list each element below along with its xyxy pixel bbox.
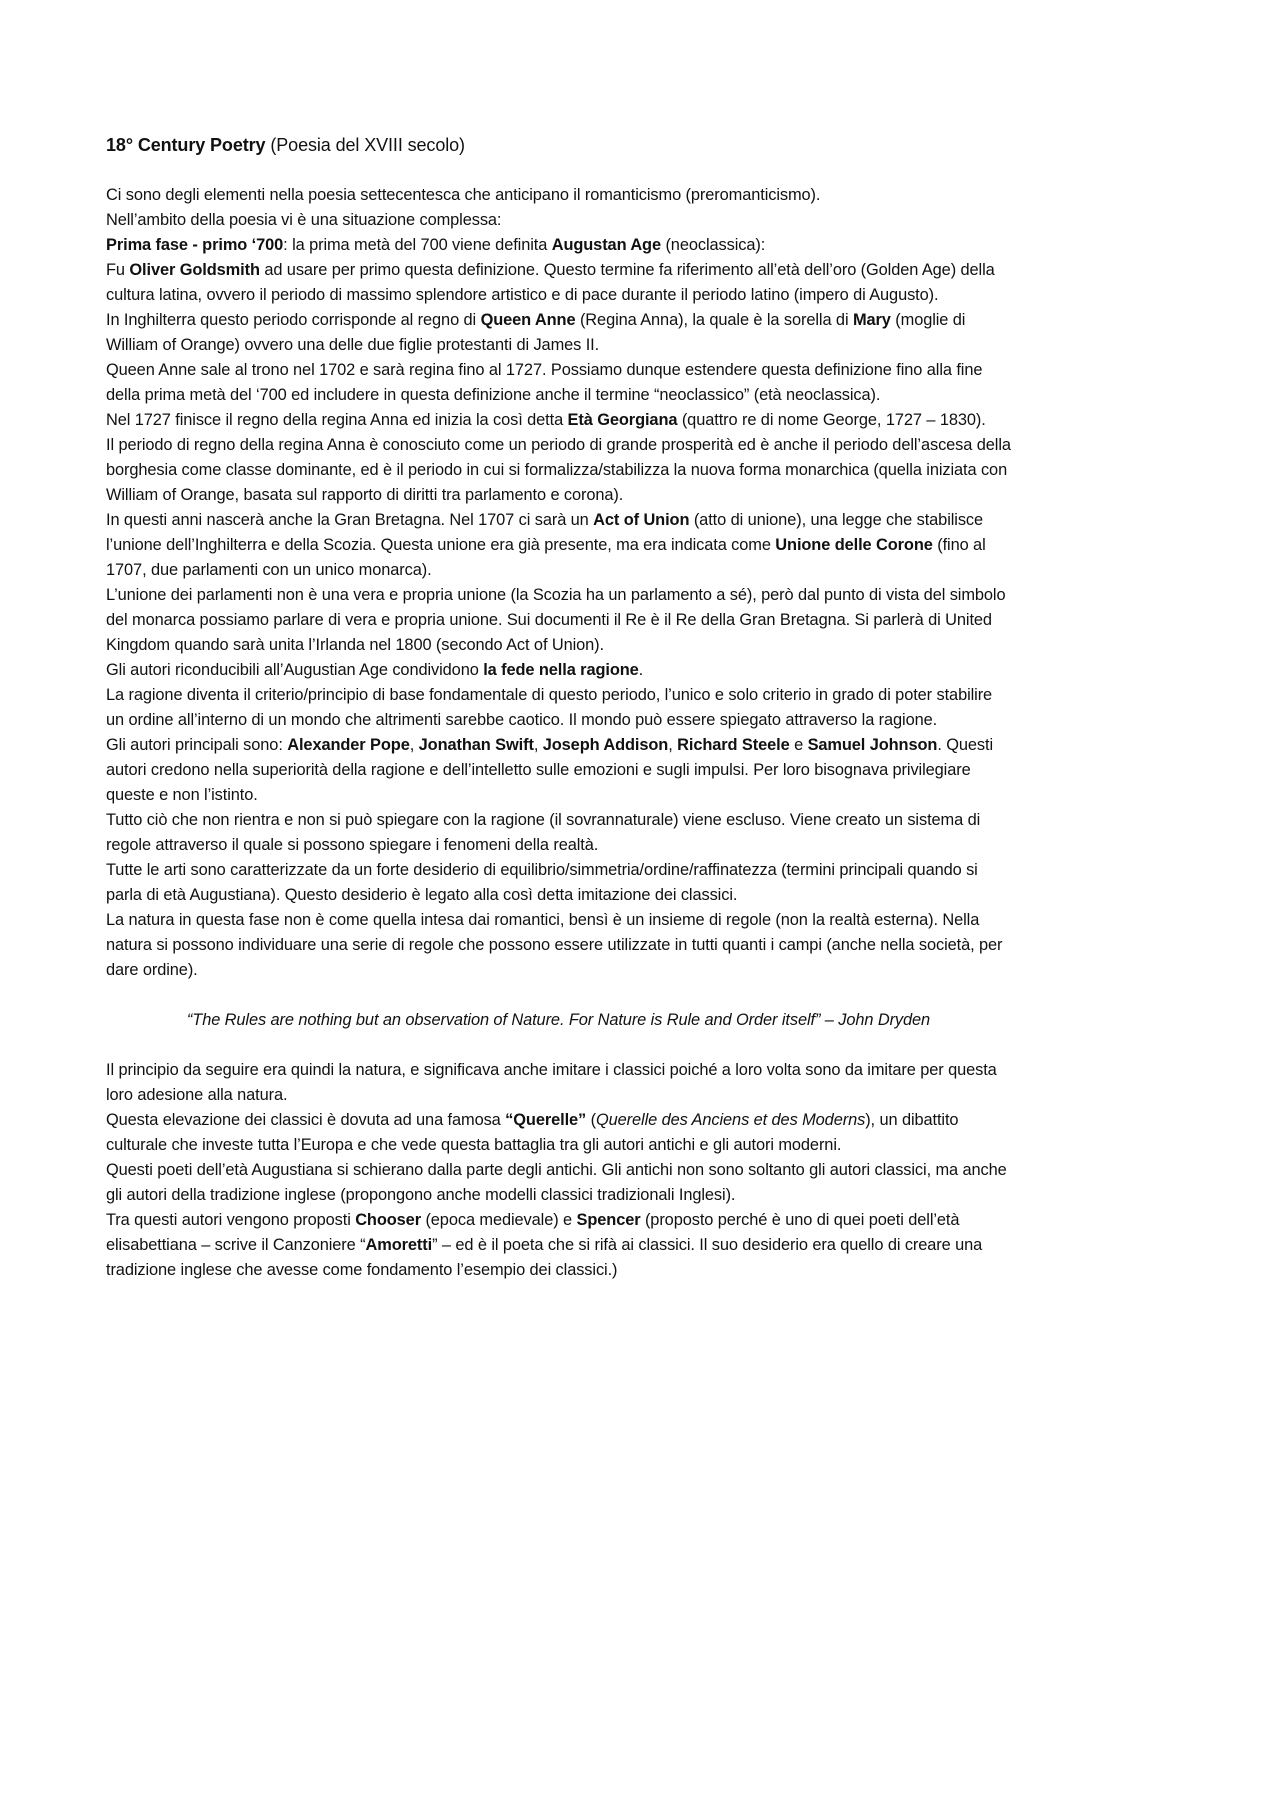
paragraph-text: Il periodo di regno della regina Anna è conosciuto come un periodo di grande prosperità ed è anche il periodo dell’ascesa della borghesia come classe dominante, ed è il periodo in cui si formalizza/stabilizza la nuova forma monarchica (quella iniziata con William of Orange, basata sul rapporto di diritti tra parlamento e corona). bbox=[106, 436, 1011, 504]
paragraph-text: La natura in questa fase non è come quella intesa dai romantici, bensì è un insieme di regole (non la realtà esterna). Nella natura si possono individuare una serie di regole che possono essere utilizzate in tutti quanti i campi (anche nella società, per dare ordine). bbox=[106, 911, 1003, 979]
paragraph bbox=[106, 808, 1011, 858]
paragraph-text: Gli autori principali sono: bbox=[106, 736, 288, 754]
paragraph-text: ” – ed è il poeta che si rifà ai classici. Il suo desiderio era quello di creare una tradizione inglese che avesse come fondamento l’esempio dei classici.) bbox=[106, 1236, 983, 1279]
paragraph-text: . Questi autori credono nella superiorità della ragione e dell’intelletto sulle emozioni e sugli impulsi. Per loro bisognava privilegiare queste e non l’istinto. bbox=[106, 736, 993, 804]
paragraph-text: Questi poeti dell’età Augustiana si schierano dalla parte degli antichi. Gli antichi non sono soltanto gli autori classici, ma anche gli autori della tradizione inglese (propongono anche modelli classici tradizionali Inglesi). bbox=[106, 1161, 1007, 1204]
bold-text: Amoretti bbox=[365, 1236, 433, 1254]
paragraph-text: Tutto ciò che non rientra e non si può spiegare con la ragione (il sovrannaturale) viene escluso. Viene creato un sistema di regole attraverso il quale si possono spiegare i fenomeni della realtà. bbox=[106, 811, 981, 854]
paragraph bbox=[106, 1158, 1011, 1208]
quote: “The Rules are nothing but an observation of Nature. For Nature is Rule and Order itself” – John Dryden bbox=[186, 1011, 931, 1029]
paragraph-text: ( bbox=[586, 1111, 596, 1129]
paragraph bbox=[106, 233, 1011, 258]
bold-text: Richard Steele bbox=[677, 736, 790, 754]
paragraph bbox=[106, 183, 1011, 208]
bold-text: Oliver Goldsmith bbox=[129, 261, 260, 279]
bold-text: Samuel Johnson bbox=[807, 736, 938, 754]
paragraph bbox=[106, 208, 1011, 233]
bold-text: Unione delle Corone bbox=[775, 536, 933, 554]
paragraph bbox=[106, 858, 1011, 908]
paragraph bbox=[106, 508, 1011, 583]
bold-text: “Querelle” bbox=[505, 1111, 587, 1129]
paragraph bbox=[106, 1208, 1011, 1283]
paragraph bbox=[106, 358, 1011, 408]
paragraph-text: (fino al 1707, due parlamenti con un unico monarca). bbox=[106, 536, 986, 579]
page-title bbox=[106, 133, 1011, 158]
paragraph-text: La ragione diventa il criterio/principio di base fondamentale di questo periodo, l’unico e solo criterio in grado di poter stabilire un ordine all’interno di un mondo che altrimenti sarebbe caotico. Il mondo può essere spiegato attraverso la ragione. bbox=[106, 686, 993, 729]
paragraph-text: (atto di unione), una legge che stabilisce l’unione dell’Inghilterra e della Scozia. Questa unione era già presente, ma era indicata come bbox=[106, 511, 984, 554]
paragraph-text: . bbox=[638, 661, 644, 679]
bold-text: Spencer bbox=[576, 1211, 641, 1229]
paragraph bbox=[106, 658, 1011, 683]
paragraph bbox=[106, 1108, 1011, 1158]
bold-text: Augustan Age bbox=[551, 236, 661, 254]
paragraph-text: (quattro re di nome George, 1727 – 1830). bbox=[677, 411, 986, 429]
paragraph-text: Questa elevazione dei classici è dovuta ad una famosa bbox=[106, 1111, 506, 1129]
paragraph bbox=[106, 683, 1011, 733]
paragraph-text: (neoclassica): bbox=[661, 236, 766, 254]
paragraph bbox=[106, 1058, 1011, 1108]
paragraph-text: Tutte le arti sono caratterizzate da un forte desiderio di equilibrio/simmetria/ordine/raffinatezza (termini principali quando si parla di età Augustiana). Questo desiderio è legato alla così detta imitazione dei classici. bbox=[106, 861, 978, 904]
paragraph-text: : la prima metà del 700 viene definita bbox=[283, 236, 552, 254]
title-subtitle: (Poesia del XVIII secolo) bbox=[265, 135, 465, 155]
paragraphs-section-after-quote bbox=[106, 1058, 1011, 1283]
paragraph bbox=[106, 908, 1011, 983]
bold-text: Prima fase - primo ‘700 bbox=[106, 236, 284, 254]
paragraph-text: ), un dibattito culturale che investe tutta l’Europa e che vede questa battaglia tra gli autori antichi e gli autori moderni. bbox=[106, 1111, 959, 1154]
document-body bbox=[106, 133, 1011, 1283]
paragraph-text: Gli autori riconducibili all’Augustian Age condividono bbox=[106, 661, 484, 679]
bold-text: Alexander Pope bbox=[287, 736, 410, 754]
paragraph bbox=[106, 408, 1011, 433]
bold-text: Chooser bbox=[355, 1211, 421, 1229]
paragraph bbox=[106, 308, 1011, 358]
bold-text: Joseph Addison bbox=[542, 736, 669, 754]
paragraph-text: Queen Anne sale al trono nel 1702 e sarà regina fino al 1727. Possiamo dunque estendere questa definizione fino alla fine della prima metà del ‘700 ed includere in questa definizione anche il termine “neoclassico” (età neoclassica). bbox=[106, 361, 983, 404]
bold-text: Queen Anne bbox=[480, 311, 576, 329]
paragraph-text: L’unione dei parlamenti non è una vera e propria unione (la Scozia ha un parlamento a sé), però dal punto di vista del simbolo del monarca possiamo parlare di vera e propria unione. Sui documenti il Re è il Re della Gran Bretagna. Si parlerà di United Kingdom quando sarà unita l’Irlanda nel 1800 (secondo Act of Union). bbox=[106, 586, 1006, 654]
paragraph-text: (epoca medievale) e bbox=[420, 1211, 577, 1229]
paragraph-text: , bbox=[533, 736, 543, 754]
paragraph-text: ad usare per primo questa definizione. Questo termine fa riferimento all’età dell’oro (Golden Age) della cultura latina, ovvero il periodo di massimo splendore artistico e di pace durante il periodo latino (impero di Augusto). bbox=[106, 261, 995, 304]
bold-text: Età Georgiana bbox=[567, 411, 678, 429]
paragraph-text: Nell’ambito della poesia vi è una situazione complessa: bbox=[106, 211, 502, 229]
paragraph-text: Tra questi autori vengono proposti bbox=[106, 1211, 356, 1229]
paragraph-text: Fu bbox=[106, 261, 130, 279]
paragraph-text: (proposto perché è uno di quei poeti dell’età elisabettiana – scrive il Canzoniere “ bbox=[106, 1211, 960, 1254]
paragraph-text: , bbox=[409, 736, 419, 754]
paragraph-text: In Inghilterra questo periodo corrisponde al regno di bbox=[106, 311, 481, 329]
paragraph bbox=[106, 583, 1011, 658]
paragraph-text: Nel 1727 finisce il regno della regina Anna ed inizia la così detta bbox=[106, 411, 568, 429]
italic-text: Querelle des Anciens et des Moderns bbox=[595, 1111, 866, 1129]
paragraph-text: (Regina Anna), la quale è la sorella di bbox=[575, 311, 853, 329]
bold-text: Mary bbox=[852, 311, 891, 329]
paragraph bbox=[106, 258, 1011, 308]
paragraph bbox=[106, 733, 1011, 808]
paragraph-text: e bbox=[789, 736, 808, 754]
bold-text: la fede nella ragione bbox=[483, 661, 639, 679]
paragraph-text: Il principio da seguire era quindi la natura, e significava anche imitare i classici poiché a loro volta sono da imitare per questa loro adesione alla natura. bbox=[106, 1061, 997, 1104]
title-bold: 18° Century Poetry bbox=[106, 135, 266, 155]
paragraph-text: Ci sono degli elementi nella poesia settecentesca che anticipano il romanticismo (preromanticismo). bbox=[106, 186, 821, 204]
paragraph-text: , bbox=[668, 736, 678, 754]
bold-text: Act of Union bbox=[593, 511, 690, 529]
paragraph-text: (moglie di William of Orange) ovvero una delle due figlie protestanti di James II. bbox=[106, 311, 966, 354]
paragraph bbox=[106, 433, 1011, 508]
paragraphs-section bbox=[106, 183, 1011, 983]
paragraph-text: In questi anni nascerà anche la Gran Bretagna. Nel 1707 ci sarà un bbox=[106, 511, 594, 529]
bold-text: Jonathan Swift bbox=[418, 736, 534, 754]
